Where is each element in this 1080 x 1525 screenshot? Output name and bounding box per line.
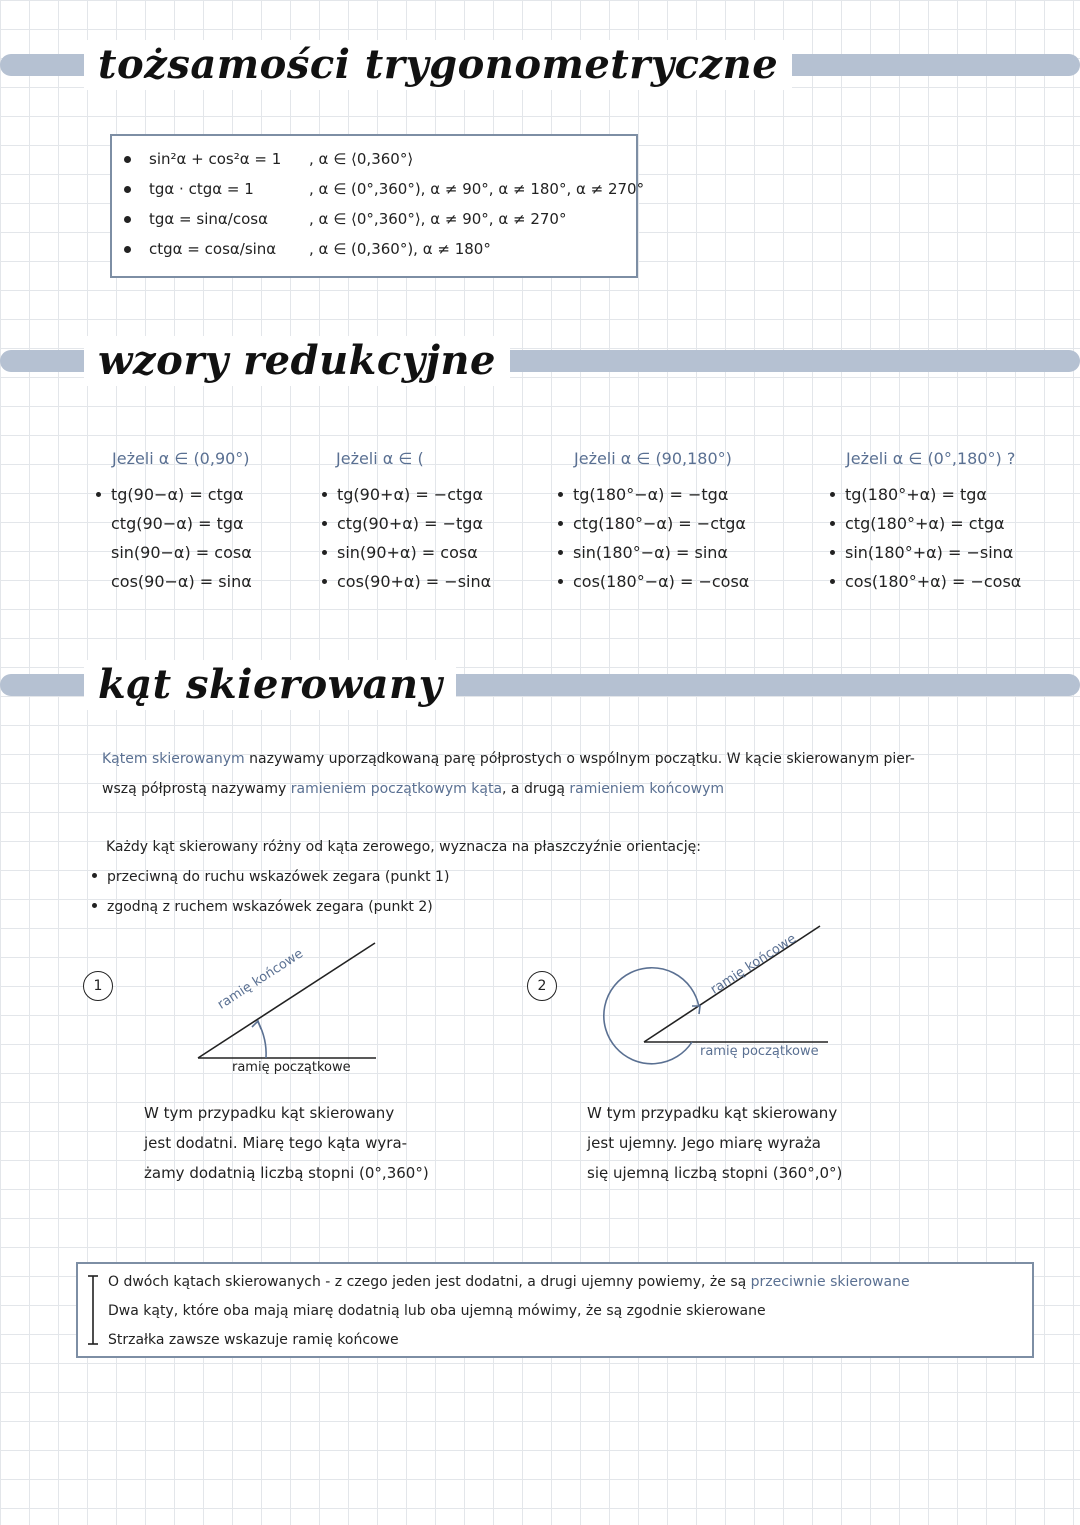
figure-2-diagram	[596, 918, 836, 1093]
bullet-icon	[830, 492, 835, 497]
reduction-formula: sin(90−α) = cosα	[111, 543, 252, 562]
definition-text: , a drugą	[502, 781, 570, 797]
summary-line-2: Dwa kąty, które oba mają miarę dodatnią lub oba ujemną mówimy, że są zgodnie skierowane	[108, 1303, 766, 1319]
reduction-row	[96, 509, 252, 538]
reduction-column	[830, 446, 1021, 596]
figure-1-caption	[144, 1098, 429, 1188]
identity-row	[124, 240, 491, 258]
bullet-icon	[124, 156, 131, 163]
reduction-row	[558, 509, 749, 538]
reduction-header: Jeżeli α ∈ (0,90°)	[112, 449, 250, 468]
reduction-row	[558, 538, 749, 567]
bullet-icon	[558, 579, 563, 584]
reduction-row	[96, 480, 252, 509]
identity-domain: , α ∈ ⟨0,360°⟩	[309, 150, 414, 168]
term-initial-arm: ramieniem początkowym kąta	[290, 781, 503, 797]
identities-box	[110, 134, 645, 278]
reduction-formula: cos(180°+α) = −cosα	[845, 572, 1022, 591]
caption-line: jest dodatni. Miarę tego kąta wyra-	[144, 1134, 408, 1152]
reduction-column	[322, 446, 491, 596]
bullet-icon	[124, 216, 131, 223]
reduction-row	[96, 567, 252, 596]
caption-line: W tym przypadku kąt skierowany	[587, 1104, 838, 1122]
bullet-icon	[830, 550, 835, 555]
reduction-header: Jeżeli α ∈ (	[336, 449, 424, 468]
reduction-formula: sin(180°−α) = sinα	[573, 543, 728, 562]
reduction-column	[96, 446, 252, 596]
bullet-icon	[322, 550, 327, 555]
reduction-row	[558, 567, 749, 596]
reduction-formula: cos(90+α) = −sinα	[337, 572, 492, 591]
terminal-arm-label: ramię końcowe	[215, 946, 306, 1013]
reduction-row	[830, 538, 1021, 567]
reduction-row	[830, 567, 1021, 596]
bullet-icon	[92, 903, 97, 908]
reduction-formula: tg(180°−α) = −tgα	[573, 485, 729, 504]
angle-arc	[258, 1022, 266, 1058]
identity-formula: tgα = sinα/cosα	[149, 210, 268, 228]
bullet-icon	[558, 492, 563, 497]
orientation-bullet	[92, 862, 449, 892]
reduction-row	[322, 509, 491, 538]
definition-line-2	[102, 774, 724, 804]
bullet-icon	[322, 521, 327, 526]
reduction-formula: ctg(180°−α) = −ctgα	[573, 514, 746, 533]
terminal-arm-label: ramię końcowe	[708, 931, 799, 998]
reduction-formula: sin(180°+α) = −sinα	[845, 543, 1014, 562]
identity-domain: , α ∈ ⟨0°,360°⟩, α ≠ 90°, α ≠ 270°	[309, 210, 567, 228]
bullet-icon	[124, 186, 131, 193]
reduction-formula: tg(90+α) = −ctgα	[337, 485, 483, 504]
bullet-icon	[558, 550, 563, 555]
bullet-icon	[96, 492, 101, 497]
identity-formula: sin²α + cos²α = 1	[149, 150, 282, 168]
bullet-icon	[558, 521, 563, 526]
bullet-icon	[124, 246, 131, 253]
identity-row	[124, 210, 566, 228]
orientation-text: przeciwną do ruchu wskazówek zegara (punkt 1)	[107, 869, 450, 885]
section-title-identities: tożsamości trygonometryczne	[84, 40, 792, 90]
reduction-row	[830, 480, 1021, 509]
identity-row	[124, 180, 644, 198]
summary-line-1	[108, 1268, 910, 1296]
identity-formula: ctgα = cosα/sinα	[149, 240, 277, 258]
reduction-header: Jeżeli α ∈ (90,180°)	[574, 449, 732, 468]
reduction-row	[322, 538, 491, 567]
reduction-row	[558, 480, 749, 509]
reduction-formula: cos(90−α) = sinα	[111, 572, 252, 591]
reduction-formula: sin(90+α) = cosα	[337, 543, 478, 562]
caption-line: się ujemną liczbą stopni (360°,0°)	[587, 1164, 843, 1182]
reduction-row	[830, 509, 1021, 538]
section-title-directed-angle: kąt skierowany	[84, 660, 456, 710]
definition-text: wszą półprostą nazywamy	[102, 781, 291, 797]
summary-box	[76, 1262, 1034, 1358]
caption-line: jest ujemny. Jego miarę wyraża	[587, 1134, 821, 1152]
reduction-formula: tg(180°+α) = tgα	[845, 485, 987, 504]
figure-number-2: 2	[527, 971, 557, 1001]
reduction-formula: tg(90−α) = ctgα	[111, 485, 244, 504]
reduction-row	[96, 538, 252, 567]
reduction-column	[558, 446, 749, 596]
figure-2-caption	[587, 1098, 842, 1188]
bullet-icon	[830, 521, 835, 526]
identity-row	[124, 150, 413, 168]
reduction-formula: ctg(90+α) = −tgα	[337, 514, 483, 533]
figure-number-1: 1	[83, 971, 113, 1001]
bullet-icon	[92, 873, 97, 878]
orientation-bullet	[92, 892, 433, 922]
initial-arm-label: ramię początkowe	[232, 1060, 351, 1075]
reduction-row	[322, 480, 491, 509]
term-opposite-directed: przeciwnie skierowane	[750, 1274, 910, 1290]
term-directed-angle: Kątem skierowanym	[102, 751, 245, 767]
term-terminal-arm: ramieniem końcowym	[569, 781, 725, 797]
definition-line-1	[102, 744, 915, 774]
summary-line-3: Strzałka zawsze wskazuje ramię końcowe	[108, 1332, 399, 1348]
section-title-reduction: wzory redukcyjne	[84, 336, 510, 386]
caption-line: W tym przypadku kąt skierowany	[144, 1104, 395, 1122]
orientation-text: zgodną z ruchem wskazówek zegara (punkt 2)	[107, 899, 433, 915]
bullet-icon	[322, 579, 327, 584]
identity-domain: , α ∈ (0,360°), α ≠ 180°	[309, 240, 491, 258]
identity-formula: tgα · ctgα = 1	[149, 180, 254, 198]
initial-arm-label: ramię początkowe	[700, 1044, 819, 1059]
bracket-icon	[86, 1274, 100, 1346]
bullet-icon	[322, 492, 327, 497]
identity-domain: , α ∈ (0°,360°), α ≠ 90°, α ≠ 180°, α ≠ 270°	[309, 180, 645, 198]
summary-text: O dwóch kątach skierowanych - z czego jeden jest dodatni, a drugi ujemny powiemy, że są	[108, 1274, 751, 1290]
reduction-header: Jeżeli α ∈ (0°,180°) ?	[846, 449, 1016, 468]
reduction-row	[322, 567, 491, 596]
orientation-intro: Każdy kąt skierowany różny od kąta zerowego, wyznacza na płaszczyźnie orientację:	[106, 839, 701, 855]
reduction-formula: cos(180°−α) = −cosα	[573, 572, 750, 591]
reduction-formula: ctg(180°+α) = ctgα	[845, 514, 1005, 533]
definition-text: nazywamy uporządkowaną parę półprostych o wspólnym początku. W kącie skierowanym pier-	[244, 751, 915, 767]
reduction-formula: ctg(90−α) = tgα	[111, 514, 244, 533]
caption-line: żamy dodatnią liczbą stopni (0°,360°)	[144, 1164, 429, 1182]
bullet-icon	[830, 579, 835, 584]
